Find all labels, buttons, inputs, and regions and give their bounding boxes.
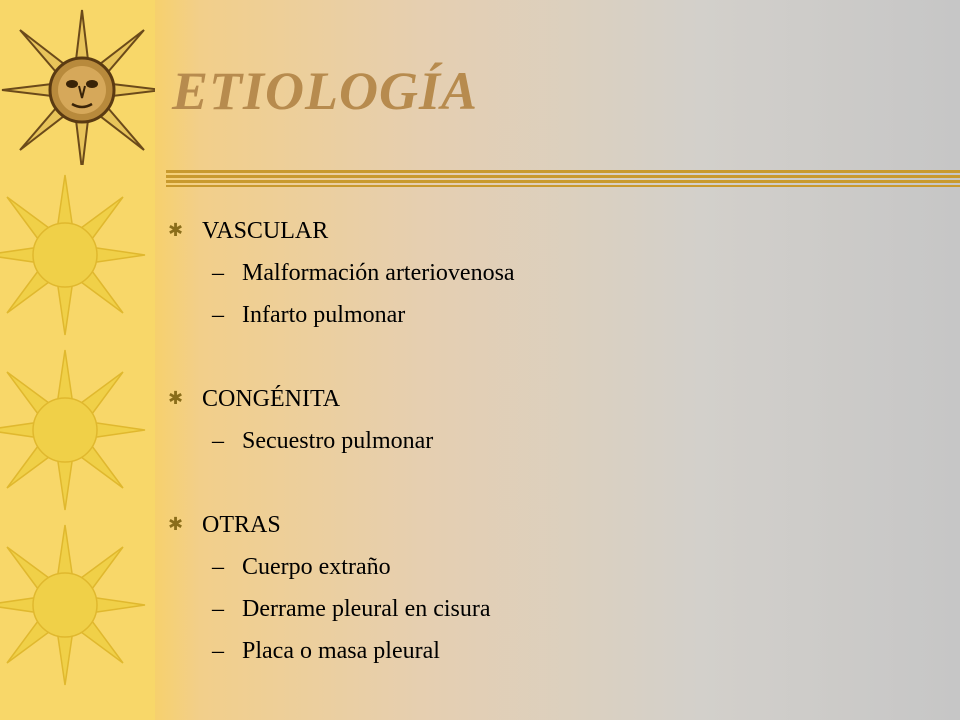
sub-bullet-item: – Derrame pleural en cisura xyxy=(212,596,491,622)
star-bullet-icon: ✱ xyxy=(168,220,184,240)
bullet-item-vascular: ✱ VASCULAR xyxy=(168,218,329,244)
star-bullet-icon: ✱ xyxy=(168,388,184,408)
sun-icon xyxy=(0,170,155,340)
sun-icon xyxy=(0,345,155,515)
star-bullet-icon: ✱ xyxy=(168,514,184,534)
sub-bullet-item: – Secuestro pulmonar xyxy=(212,428,434,454)
sun-icon xyxy=(0,520,155,690)
sun-face-icon xyxy=(0,5,155,165)
sidebar-decoration xyxy=(0,0,155,720)
sub-bullet-item: – Cuerpo extraño xyxy=(212,554,391,580)
bullet-item-congenita: ✱ CONGÉNITA xyxy=(168,386,341,412)
sub-bullet-item: – Infarto pulmonar xyxy=(212,302,406,328)
slide-title: ETIOLOGÍA xyxy=(172,61,479,121)
sub-bullet-item: – Malformación arteriovenosa xyxy=(212,260,515,286)
sub-bullet-item: – Placa o masa pleural xyxy=(212,638,440,664)
title-divider xyxy=(166,170,960,190)
bullet-item-otras: ✱ OTRAS xyxy=(168,512,281,538)
